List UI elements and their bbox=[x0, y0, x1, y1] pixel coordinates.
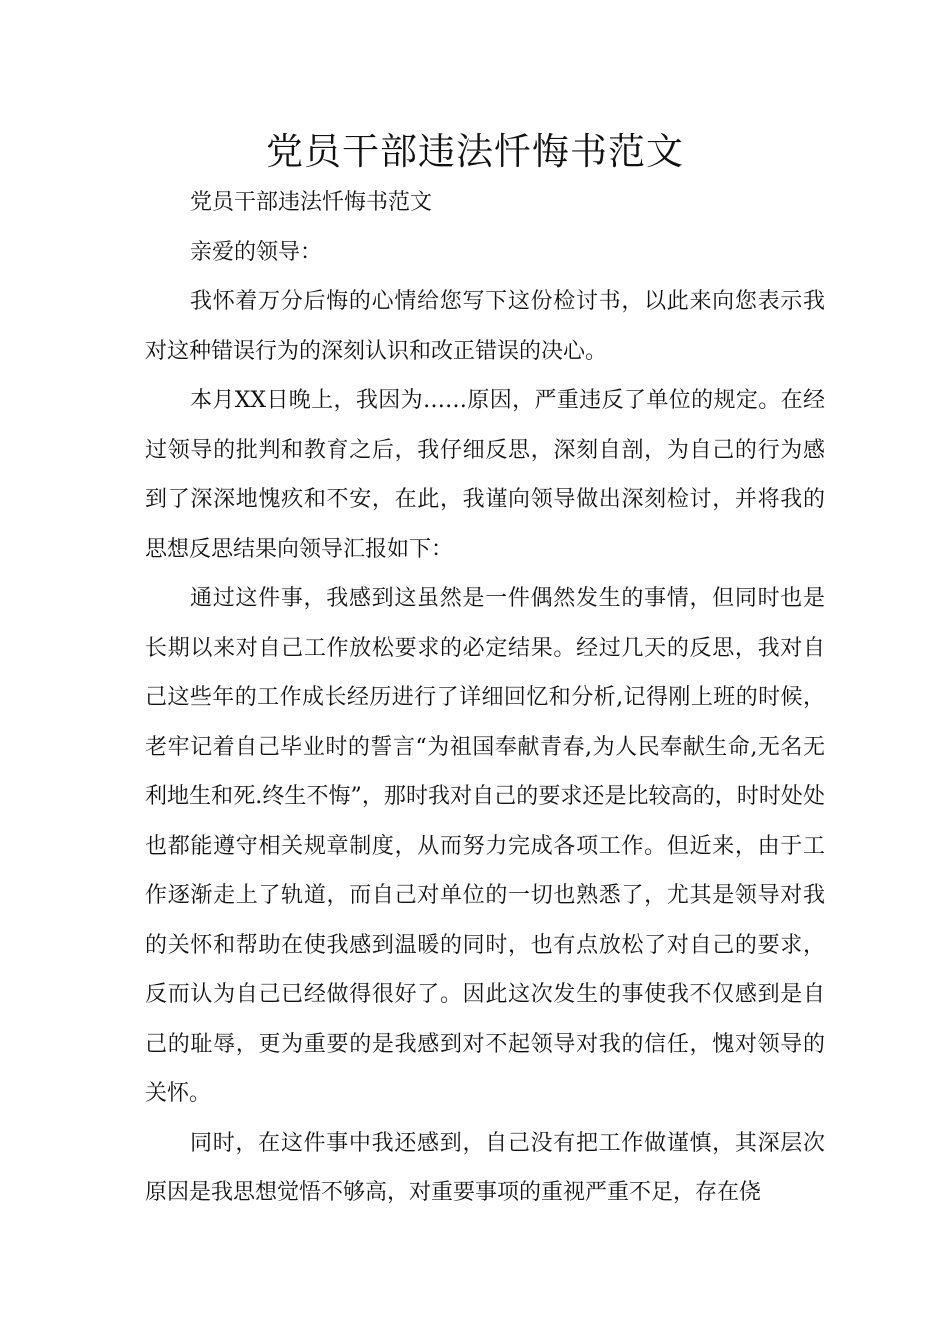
paragraph-salutation: 亲爱的领导： bbox=[190, 239, 323, 265]
document-body bbox=[145, 178, 825, 1218]
paragraph-reflection: 通过这件事，我感到这虽然是一件偶然发生的事情，但同时也是长期以来对自己工作放松要求的必定结果。经过几天的反思，我对自己这些年的工作成长经历进行了详细回忆和分析,记得刚上班的时候，老牢记着自己毕业时的誓言“为祖国奉献青春,为人民奉献生命,无名无利地生和死.终生不悔”，那时我对自己的要求还是比较高的，时时处处也都能遵守相关规章制度，从而努力完成各项工作。但近来，由于工作逐渐走上了轨道，而自己对单位的一切也熟悉了，尤其是领导对我的关怀和帮助在使我感到温暖的同时，也有点放松了对自己的要求，反而认为自己已经做得很好了。因此这次发生的事使我不仅感到是自己的耻辱，更为重要的是我感到对不起领导对我的信任，愧对领导的关怀。 bbox=[145, 586, 825, 1106]
paragraph-cause: 同时，在这件事中我还感到，自己没有把工作做谨慎，其深层次原因是我思想觉悟不够高，对重要事项的重视严重不足，存在侥 bbox=[145, 1130, 825, 1205]
document-title: 党员干部违法忏悔书范文 bbox=[266, 130, 684, 173]
paragraph-subtitle: 党员干部违法忏悔书范文 bbox=[190, 190, 433, 215]
paragraph-intro: 我怀着万分后悔的心情给您写下这份检讨书，以此来向您表示我对这种错误行为的深刻认识和改正错误的决心。 bbox=[145, 289, 825, 364]
paragraph-incident: 本月XX日晚上，我因为……原因，严重违反了单位的规定。在经过领导的批判和教育之后，我仔细反思，深刻自剖，为自己的行为感到了深深地愧疚和不安，在此，我谨向领导做出深刻检讨，并将我的思想反思结果向领导汇报如下： bbox=[145, 388, 825, 562]
